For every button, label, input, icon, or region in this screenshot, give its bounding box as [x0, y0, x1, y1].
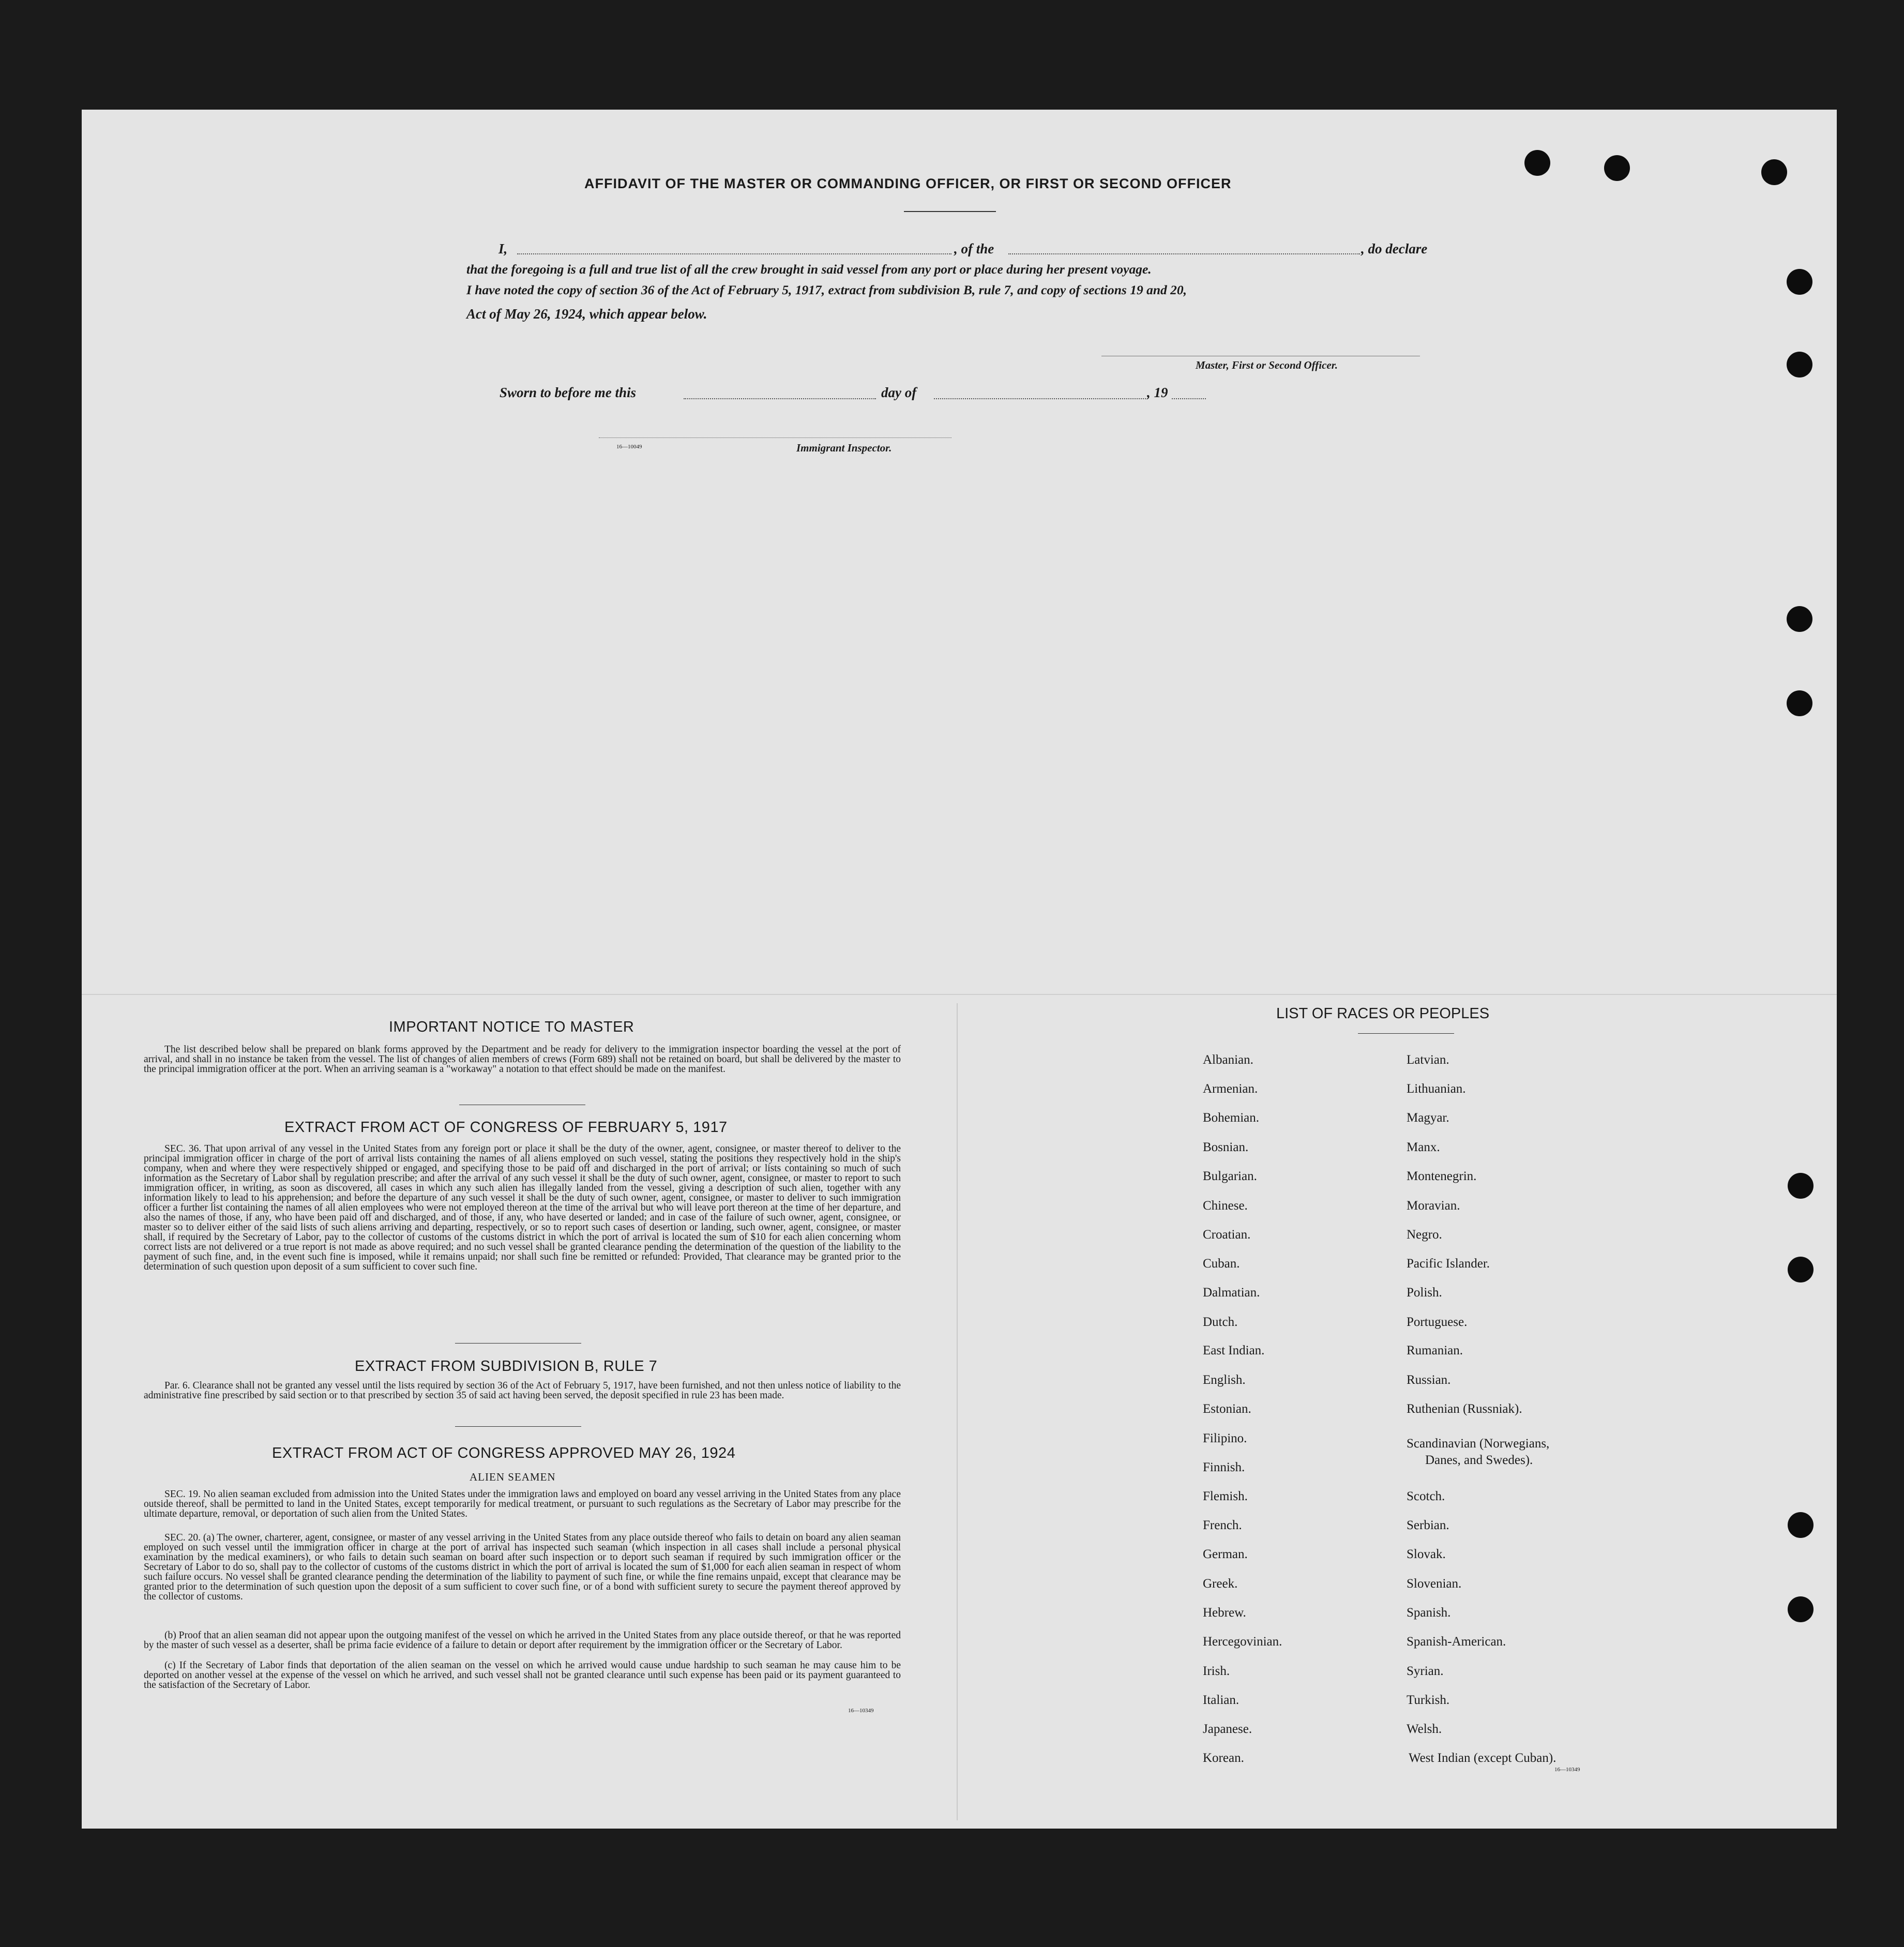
- sworn-year-field[interactable]: [1172, 398, 1206, 399]
- races-title: LIST OF RACES OR PEOPLES: [1276, 1005, 1490, 1022]
- race-item: Dalmatian.: [1203, 1286, 1260, 1300]
- race-item: Irish.: [1203, 1664, 1230, 1678]
- extract-1917-title: EXTRACT FROM ACT OF CONGRESS OF FEBRUARY 5, 1917: [284, 1119, 728, 1136]
- inspector-label: Immigrant Inspector.: [796, 442, 892, 454]
- page-fold: [82, 994, 1837, 995]
- race-item: Spanish-American.: [1407, 1635, 1506, 1649]
- race-item: Finnish.: [1203, 1460, 1245, 1474]
- punch-hole: [1788, 1512, 1814, 1538]
- races-divider: [1358, 1033, 1454, 1034]
- race-item: Ruthenian (Russniak).: [1407, 1402, 1522, 1416]
- race-item: Albanian.: [1203, 1053, 1253, 1067]
- affidavit-i: I,: [498, 241, 508, 256]
- race-item: Slovenian.: [1407, 1577, 1462, 1591]
- race-item: Slovak.: [1407, 1547, 1446, 1561]
- race-item: Korean.: [1203, 1751, 1244, 1765]
- race-item: Magyar.: [1407, 1111, 1449, 1125]
- affidavit-title: AFFIDAVIT OF THE MASTER OR COMMANDING OFFICER, OR FIRST OR SECOND OFFICER: [584, 176, 1232, 191]
- race-item: Hercegovinian.: [1203, 1635, 1282, 1649]
- race-item: Danes, and Swedes).: [1425, 1453, 1533, 1467]
- race-item: Filipino.: [1203, 1431, 1247, 1445]
- race-item: Negro.: [1407, 1228, 1442, 1242]
- title-divider: [904, 211, 996, 212]
- punch-hole: [1788, 1596, 1814, 1622]
- sec20b-body: (b) Proof that an alien seaman did not appear upon the outgoing manifest of the vessel on which he arrived in the United States from any place outside thereof, or that he was reported by the master of such vessel as a deserter, shall be prima facie evidence of a failure to detain or deport after requirement by the immigration officer or the Secretary of Labor.: [144, 1630, 901, 1651]
- race-item: Italian.: [1203, 1693, 1240, 1707]
- page-fold-vertical: [957, 1003, 958, 1820]
- race-item: Scandinavian (Norwegians,: [1407, 1437, 1550, 1451]
- affidavit-of-the: , of the: [954, 241, 994, 256]
- race-item: Scotch.: [1407, 1489, 1445, 1503]
- inspector-signature-line[interactable]: [599, 437, 951, 438]
- sworn-label: Sworn to before me this: [500, 385, 637, 400]
- extract-1917-body: SEC. 36. That upon arrival of any vessel in the United States from any foreign port or place it shall be the duty of the owner, agent, consignee, or master thereof to deliver to the principal immigration officer in charge of the port of arrival lists containing the names of all aliens employed on such vessel, stating the positions they respectively hold in the ship's company, when and where they were respectively shipped or engaged, and specifying those to be paid off and discharged in the port of arrival; or lists containing so much of such information as the Secretary of Labor shall by regulation prescribe; and after the arrival of any such vessel it shall be the duty of such owner, agent, consignee, or master to report to such immigration officer, in writing, as soon as discovered, all cases in which any such alien has illegally landed from the vessel, giving a description of such alien, together with any information likely to lead to his apprehension; and before the departure of any such vessel it shall be the duty of such owner, agent, consignee, or master to deliver to such immigration officer a further list containing the names of all alien employees who were not employed thereon at the time of the arrival but who will leave port thereon at the time of her departure, and also the names of those, if any, who have been paid off and discharged, and of those, if any, who have deserted or landed; and in case of the failure of such owner, agent, consignee, or master so to deliver either of the said lists of such aliens arriving and departing, respectively, or so to report such cases of desertion or landing, such owner, agent, consignee, or master shall, if required by the Secretary of Labor, pay to the collector of customs of the customs district in which the port of arrival is located the sum of $10 for each alien concerning whom correct lists are not delivered or a true report is not made as above required; and no such vessel shall be granted clearance pending the determination of the question of the liability to the payment of such fine, and, in the event such fine is imposed, while it remains unpaid; nor shall such fine be remitted or refunded: Provided, That clearance may be granted prior to the determination of such question upon deposit of a sum sufficient to cover such fine.: [144, 1143, 901, 1272]
- race-item: Bosnian.: [1203, 1140, 1249, 1154]
- race-item: English.: [1203, 1373, 1246, 1387]
- race-item: Welsh.: [1407, 1722, 1442, 1736]
- races-form-code: 16—10349: [1554, 1767, 1580, 1773]
- punch-hole: [1787, 606, 1812, 632]
- affidavit-line-2: that the foregoing is a full and true list of all the crew brought in said vessel from any port or place during her present voyage.: [466, 262, 1152, 277]
- race-item: Manx.: [1407, 1140, 1440, 1154]
- punch-hole: [1787, 352, 1812, 378]
- extract-form-code: 16—10349: [848, 1708, 874, 1714]
- affidavit-line-4: Act of May 26, 1924, which appear below.: [466, 306, 707, 322]
- race-item: Armenian.: [1203, 1082, 1258, 1096]
- sec20c-body: (c) If the Secretary of Labor finds that deportation of the alien seaman on the vessel on which he arrived would cause undue hardship to such seaman he may cause him to be deported on another vessel at the expense of the vessel on which he arrived, and such vessel shall not be granted clearance until such expense has been paid or its payment guaranteed to the satisfaction of the Secretary of Labor.: [144, 1660, 901, 1691]
- race-item: German.: [1203, 1547, 1248, 1561]
- affidavit-declare: , do declare: [1361, 241, 1428, 256]
- punch-hole: [1761, 159, 1787, 185]
- race-item: Chinese.: [1203, 1199, 1248, 1213]
- race-item: Russian.: [1407, 1373, 1451, 1387]
- race-item: Serbian.: [1407, 1518, 1449, 1532]
- divider: [455, 1343, 581, 1344]
- punch-hole: [1524, 150, 1550, 176]
- sworn-day-field[interactable]: [684, 398, 876, 399]
- name-field[interactable]: [517, 253, 951, 254]
- divider: [455, 1426, 581, 1427]
- punch-hole: [1604, 155, 1630, 181]
- affidavit-line-3: I have noted the copy of section 36 of the Act of February 5, 1917, extract from subdivision B, rule 7, and copy of sections 19 and 20,: [466, 282, 1187, 297]
- race-item: Latvian.: [1407, 1053, 1449, 1067]
- race-item: Cuban.: [1203, 1257, 1240, 1271]
- race-item: Dutch.: [1203, 1315, 1238, 1329]
- race-item: Polish.: [1407, 1286, 1442, 1300]
- race-item: Japanese.: [1203, 1722, 1252, 1736]
- rule7-title: EXTRACT FROM SUBDIVISION B, RULE 7: [355, 1358, 658, 1375]
- alien-seamen-subtitle: ALIEN SEAMEN: [470, 1471, 556, 1483]
- day-of-label: day of: [881, 385, 917, 400]
- race-item: Lithuanian.: [1407, 1082, 1466, 1096]
- race-item: French.: [1203, 1518, 1242, 1532]
- notice-title: IMPORTANT NOTICE TO MASTER: [389, 1019, 634, 1035]
- year-prefix: , 19: [1147, 385, 1168, 400]
- race-item: Estonian.: [1203, 1402, 1251, 1416]
- rule7-body: Par. 6. Clearance shall not be granted any vessel until the lists required by section 36 of the Act of February 5, 1917, have been furnished, and not then unless notice of liability to the administrative fine prescribed by said section or to that prescribed by section 35 of said act having been served, the deposit specified in rule 23 has been made.: [144, 1380, 901, 1401]
- vessel-field[interactable]: [1008, 253, 1360, 254]
- race-item: Portuguese.: [1407, 1315, 1468, 1329]
- race-item: Spanish.: [1407, 1606, 1451, 1620]
- race-item: Syrian.: [1407, 1664, 1444, 1678]
- sec19-body: SEC. 19. No alien seaman excluded from admission into the United States under the immigration laws and employed on board any vessel arriving in the United States from any place outside thereof, shall be permitted to land in the United States, except temporarily for medical treatment, or pursuant to such regulations as the Secretary of Labor may prescribe for the ultimate departure, removal, or deportation of such alien from the United States.: [144, 1489, 901, 1519]
- sworn-month-field[interactable]: [934, 398, 1146, 399]
- race-item: West Indian (except Cuban).: [1409, 1751, 1557, 1765]
- signature-label: Master, First or Second Officer.: [1196, 359, 1338, 371]
- race-item: Rumanian.: [1407, 1344, 1463, 1357]
- race-item: Hebrew.: [1203, 1606, 1246, 1620]
- extract-1924-title: EXTRACT FROM ACT OF CONGRESS APPROVED MAY 26, 1924: [272, 1445, 736, 1461]
- race-item: Bulgarian.: [1203, 1169, 1257, 1183]
- punch-hole: [1788, 1257, 1814, 1282]
- race-item: Flemish.: [1203, 1489, 1248, 1503]
- punch-hole: [1787, 690, 1812, 716]
- race-item: Turkish.: [1407, 1693, 1450, 1707]
- affidavit-form-code: 16—10049: [616, 444, 642, 450]
- notice-body: The list described below shall be prepared on blank forms approved by the Department and be ready for delivery to the immigration inspector boarding the vessel at the port of arrival, and shall in no instance be taken from the vessel. The list of changes of alien members of crews (Form 689) shall not be retained on board, but shall be delivered by the master to the principal immigration officer at the port. When an arriving seaman is a "workaway" a notation to that effect should be made on the manifest.: [144, 1044, 901, 1075]
- race-item: East Indian.: [1203, 1344, 1265, 1357]
- race-item: Pacific Islander.: [1407, 1257, 1490, 1271]
- race-item: Greek.: [1203, 1577, 1238, 1591]
- race-item: Bohemian.: [1203, 1111, 1260, 1125]
- sec20a-body: SEC. 20. (a) The owner, charterer, agent, consignee, or master of any vessel arriving in the United States from any place outside thereof who fails to detain on board any alien seaman employed on such vessel until the immigration officer in charge at the port of arrival has inspected such seaman (which inspection in all cases shall include a personal physical examination by the medical examiners), or who fails to detain such seaman on board after such inspection or to deport such seaman if required by such immigration officer or the Secretary of Labor to do so, shall pay to the collector of customs of the customs district in which the port of arrival is located the sum of $1,000 for each alien seaman in respect of whom such failure occurs. No vessel shall be granted clearance pending the determination of the liability to payment of such fine, or while the fine remains unpaid, except that clearance may be granted prior to the determination of such question upon the deposit of a sum sufficient to cover such fine, or of a bond with sufficient surety to secure the payment thereof approved by the collector of customs.: [144, 1532, 901, 1602]
- punch-hole: [1787, 269, 1812, 295]
- race-item: Croatian.: [1203, 1228, 1251, 1242]
- punch-hole: [1788, 1173, 1814, 1199]
- race-item: Moravian.: [1407, 1199, 1460, 1213]
- race-item: Montenegrin.: [1407, 1169, 1477, 1183]
